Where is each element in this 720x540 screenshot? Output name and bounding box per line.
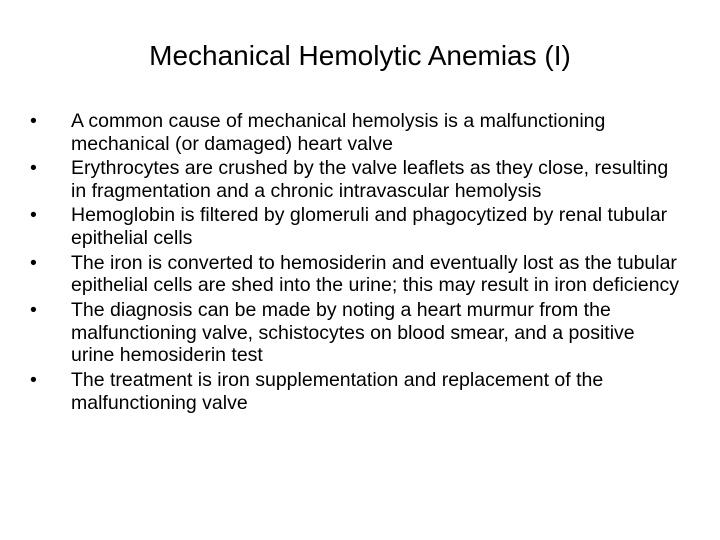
- bullet-item: [0, 369, 720, 415]
- bullet-icon: •: [30, 204, 37, 227]
- bullet-text: A common cause of mechanical hemolysis is a malfunctioning mechanical (or damaged) heart valve: [71, 110, 606, 155]
- bullet-list: [0, 110, 720, 416]
- bullet-icon: •: [30, 298, 37, 321]
- bullet-icon: •: [30, 368, 37, 391]
- bullet-text: The iron is converted to hemosiderin and eventually lost as the tubular epithelial cells are shed into the urine; this may result in iron deficiency: [71, 251, 680, 297]
- bullet-icon: •: [30, 251, 37, 274]
- bullet-text: The treatment is iron supplementation and replacement of the malfunctioning valve: [71, 368, 604, 414]
- bullet-item: [0, 157, 720, 203]
- bullet-item: [0, 252, 720, 298]
- bullet-text: Hemoglobin is filtered by glomeruli and phagocytized by renal tubular epithelial cells: [71, 204, 668, 250]
- bullet-item: [0, 299, 720, 367]
- bullet-item: [0, 110, 720, 156]
- slide-title: Mechanical Hemolytic Anemias (I): [149, 40, 571, 71]
- bullet-text: The diagnosis can be made by noting a heart murmur from the malfunctioning valve, schistocytes on blood smear, and a positive urine hemosiderin test: [71, 298, 635, 367]
- bullet-icon: •: [30, 157, 37, 180]
- bullet-item: [0, 204, 720, 250]
- bullet-text: Erythrocytes are crushed by the valve leaflets as they close, resulting in fragmentation and a chronic intravascular hemolysis: [71, 157, 669, 202]
- bullet-icon: •: [30, 110, 37, 132]
